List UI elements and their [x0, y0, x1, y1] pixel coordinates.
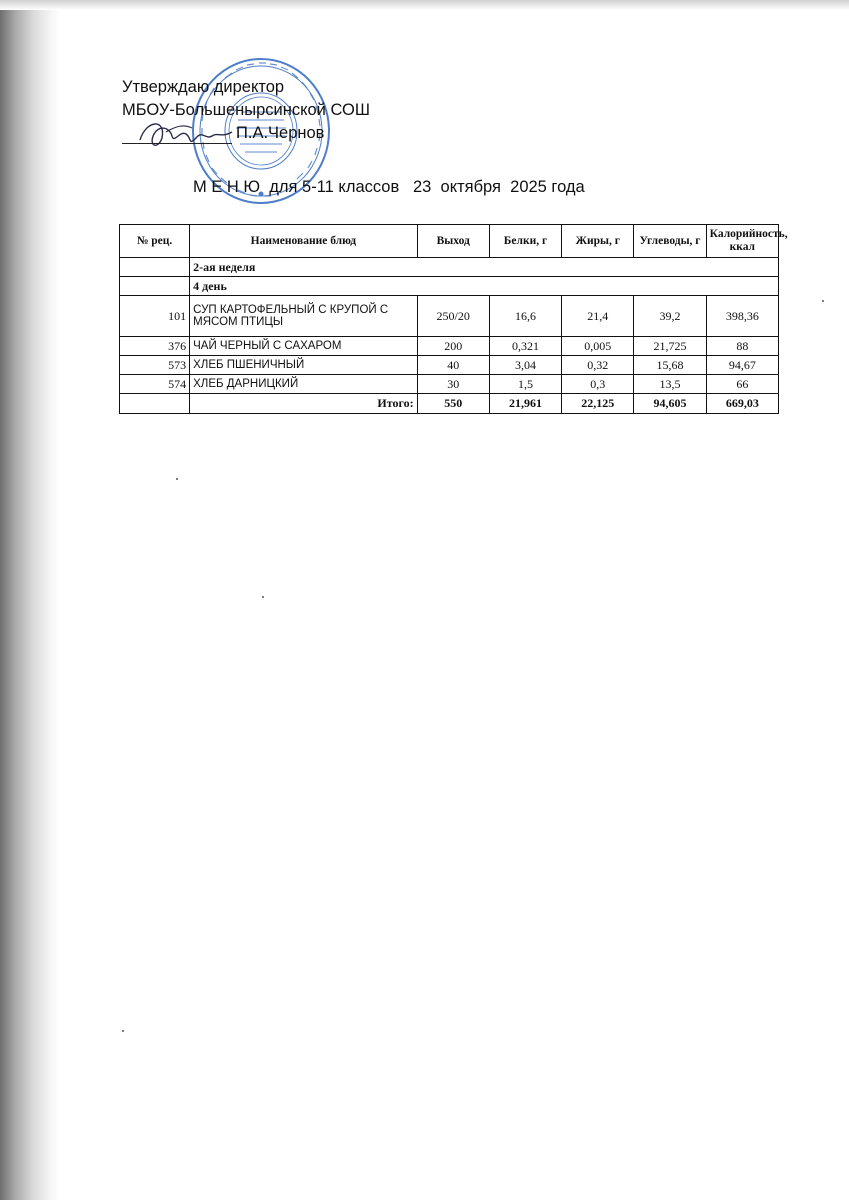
- dish-calories: 398,36: [706, 296, 778, 337]
- dish-output: 40: [417, 356, 489, 375]
- recipe-number: 376: [120, 337, 190, 356]
- scan-edge-shadow: [0, 0, 60, 1200]
- dish-carbs: 21,725: [634, 337, 706, 356]
- total-row: [120, 394, 779, 414]
- scan-speck: [822, 300, 824, 302]
- header-fat: Жиры, г: [562, 225, 634, 258]
- day-label: 4 день: [190, 277, 779, 296]
- recipe-number: 573: [120, 356, 190, 375]
- total-calories: 669,03: [706, 394, 778, 414]
- dish-output: 200: [417, 337, 489, 356]
- total-fat: 22,125: [562, 394, 634, 414]
- recipe-number: 574: [120, 375, 190, 394]
- recipe-number: 101: [120, 296, 190, 337]
- dish-carbs: 13,5: [634, 375, 706, 394]
- dish-fat: 0,32: [562, 356, 634, 375]
- header-recipe-number: № рец.: [120, 225, 190, 258]
- week-label: 2-ая неделя: [190, 258, 779, 277]
- total-label: Итого:: [190, 394, 417, 414]
- header-protein: Белки, г: [489, 225, 561, 258]
- dish-fat: 21,4: [562, 296, 634, 337]
- header-output: Выход: [417, 225, 489, 258]
- school-name: МБОУ-Большенырсинской СОШ: [122, 101, 370, 119]
- day-row-empty: [120, 277, 190, 296]
- scan-speck: [262, 596, 264, 598]
- dish-fat: 0,005: [562, 337, 634, 356]
- dish-carbs: 39,2: [634, 296, 706, 337]
- week-row-empty: [120, 258, 190, 277]
- table-header-row: [120, 225, 779, 258]
- header-dish-name: Наименование блюд: [190, 225, 417, 258]
- dish-protein: 3,04: [489, 356, 561, 375]
- signature-line: [122, 143, 232, 144]
- scan-speck: [176, 478, 178, 480]
- dish-output: 250/20: [417, 296, 489, 337]
- scan-top-shadow: [0, 0, 849, 10]
- dish-fat: 0,3: [562, 375, 634, 394]
- dish-protein: 1,5: [489, 375, 561, 394]
- dish-name: ХЛЕБ ПШЕНИЧНЫЙ: [190, 356, 417, 375]
- scan-speck: [122, 1030, 124, 1032]
- menu-title: М Е Н Ю для 5-11 классов 23 октября 2025 года: [193, 178, 585, 196]
- dish-calories: 94,67: [706, 356, 778, 375]
- dish-output: 30: [417, 375, 489, 394]
- table-row: [120, 296, 779, 337]
- director-name: П.А.Чернов: [236, 124, 325, 142]
- total-output: 550: [417, 394, 489, 414]
- dish-name: ЧАЙ ЧЕРНЫЙ С САХАРОМ: [190, 337, 417, 356]
- dish-calories: 88: [706, 337, 778, 356]
- total-carbs: 94,605: [634, 394, 706, 414]
- menu-table: [119, 224, 788, 414]
- dish-carbs: 15,68: [634, 356, 706, 375]
- day-row: [120, 277, 779, 296]
- table-row: [120, 356, 779, 375]
- table-row: [120, 337, 779, 356]
- total-row-empty: [120, 394, 190, 414]
- header-carbs: Углеводы, г: [634, 225, 706, 258]
- table-row: [120, 375, 779, 394]
- header-calories: Калорийность, ккал: [706, 225, 778, 258]
- approval-heading: Утверждаю директор: [122, 78, 285, 96]
- dish-protein: 0,321: [489, 337, 561, 356]
- dish-protein: 16,6: [489, 296, 561, 337]
- dish-name: ХЛЕБ ДАРНИЦКИЙ: [190, 375, 417, 394]
- total-protein: 21,961: [489, 394, 561, 414]
- dish-calories: 66: [706, 375, 778, 394]
- week-row: [120, 258, 779, 277]
- dish-name: СУП КАРТОФЕЛЬНЫЙ С КРУПОЙ С МЯСОМ ПТИЦЫ: [190, 296, 417, 337]
